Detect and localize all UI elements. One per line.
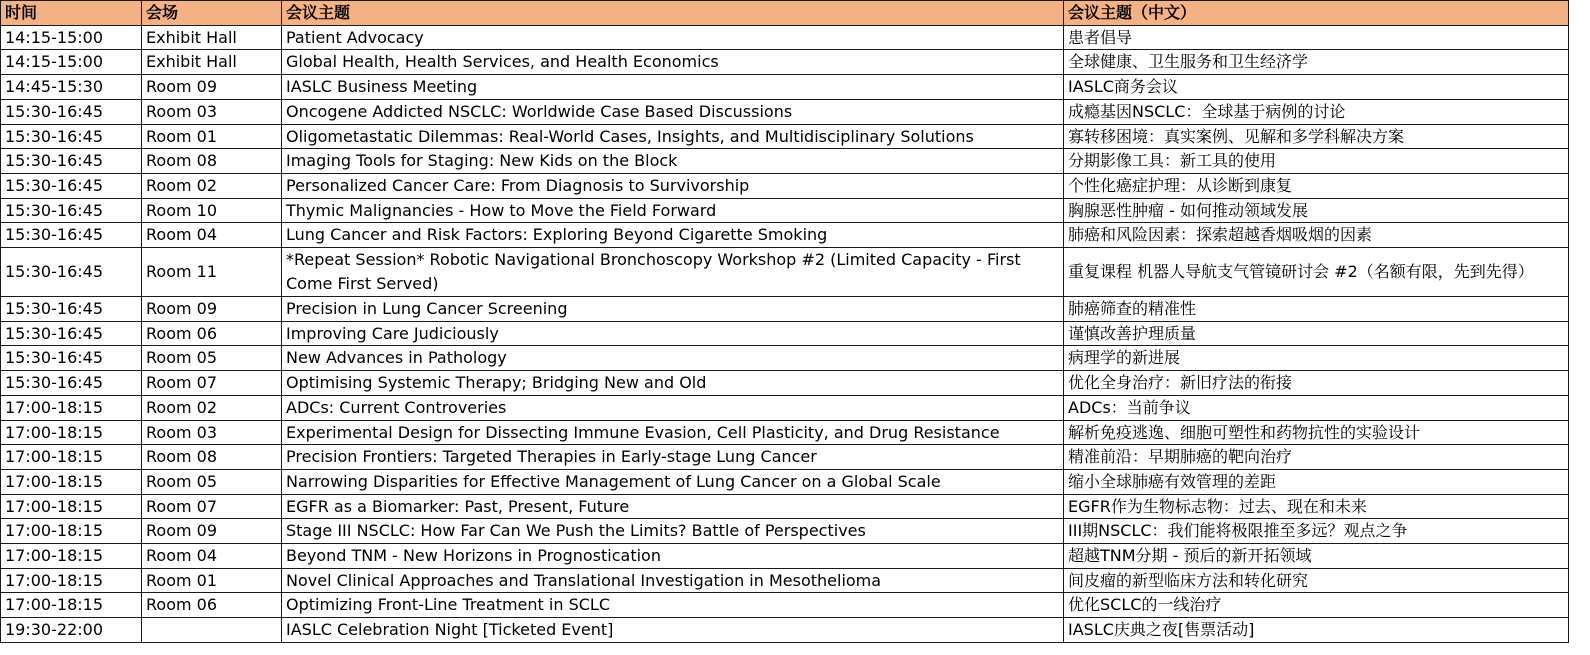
cell-time[interactable]: 15:30-16:45 [1, 149, 142, 174]
table-row [1, 568, 1569, 593]
cell-topic[interactable]: Experimental Design for Dissecting Immune Evasion, Cell Plasticity, and Drug Resistance [282, 420, 1064, 445]
cell-topic-cn[interactable]: 胸腺恶性肿瘤 - 如何推动领域发展 [1064, 198, 1569, 223]
cell-time[interactable]: 17:00-18:15 [1, 395, 142, 420]
cell-topic[interactable]: Personalized Cancer Care: From Diagnosis to Survivorship [282, 173, 1064, 198]
cell-topic[interactable]: Optimizing Front-Line Treatment in SCLC [282, 593, 1064, 618]
cell-room[interactable]: Room 09 [142, 297, 282, 322]
cell-room[interactable]: Room 08 [142, 445, 282, 470]
table-row [1, 173, 1569, 198]
cell-topic[interactable]: EGFR as a Biomarker: Past, Present, Future [282, 494, 1064, 519]
cell-time[interactable]: 17:00-18:15 [1, 445, 142, 470]
column-header-room[interactable]: 会场 [142, 1, 282, 26]
cell-topic[interactable]: Precision in Lung Cancer Screening [282, 297, 1064, 322]
cell-topic[interactable]: Oncogene Addicted NSCLC: Worldwide Case Based Discussions [282, 99, 1064, 124]
table-row [1, 544, 1569, 569]
cell-room[interactable]: Room 11 [142, 248, 282, 297]
cell-room[interactable]: Room 02 [142, 173, 282, 198]
cell-topic-cn[interactable]: 重复课程 机器人导航支气管镜研讨会 #2（名额有限，先到先得） [1064, 248, 1569, 297]
table-row [1, 469, 1569, 494]
table-row [1, 395, 1569, 420]
cell-topic-cn[interactable]: 优化SCLC的一线治疗 [1064, 593, 1569, 618]
cell-topic[interactable]: Thymic Malignancies - How to Move the Field Forward [282, 198, 1064, 223]
cell-time[interactable]: 15:30-16:45 [1, 173, 142, 198]
cell-topic-cn[interactable]: 全球健康、卫生服务和卫生经济学 [1064, 50, 1569, 75]
cell-room[interactable]: Exhibit Hall [142, 50, 282, 75]
cell-room[interactable]: Room 01 [142, 124, 282, 149]
column-header-topic[interactable]: 会议主题 [282, 1, 1064, 26]
cell-topic-cn[interactable]: 成瘾基因NSCLC：全球基于病例的讨论 [1064, 99, 1569, 124]
cell-topic-cn[interactable]: 患者倡导 [1064, 25, 1569, 50]
cell-topic-cn[interactable]: IASLC商务会议 [1064, 75, 1569, 100]
cell-time[interactable]: 15:30-16:45 [1, 198, 142, 223]
table-row [1, 445, 1569, 470]
cell-room[interactable]: Room 03 [142, 420, 282, 445]
header-row [1, 1, 1569, 26]
cell-topic[interactable]: Narrowing Disparities for Effective Management of Lung Cancer on a Global Scale [282, 469, 1064, 494]
cell-time[interactable]: 15:30-16:45 [1, 371, 142, 396]
cell-time[interactable]: 17:00-18:15 [1, 420, 142, 445]
cell-time[interactable]: 19:30-22:00 [1, 618, 142, 643]
table-row [1, 420, 1569, 445]
table-row [1, 198, 1569, 223]
cell-time[interactable]: 15:30-16:45 [1, 346, 142, 371]
cell-room[interactable]: Room 02 [142, 395, 282, 420]
cell-topic[interactable]: Optimising Systemic Therapy; Bridging New and Old [282, 371, 1064, 396]
table-row [1, 371, 1569, 396]
cell-topic-cn[interactable]: 解析免疫逃逸、细胞可塑性和药物抗性的实验设计 [1064, 420, 1569, 445]
table-row [1, 75, 1569, 100]
cell-topic[interactable]: IASLC Business Meeting [282, 75, 1064, 100]
cell-topic[interactable]: Patient Advocacy [282, 25, 1064, 50]
cell-room[interactable]: Exhibit Hall [142, 25, 282, 50]
cell-topic-cn[interactable]: 间皮瘤的新型临床方法和转化研究 [1064, 568, 1569, 593]
cell-time[interactable]: 15:30-16:45 [1, 297, 142, 322]
cell-time[interactable]: 15:30-16:45 [1, 248, 142, 297]
cell-topic[interactable]: Global Health, Health Services, and Health Economics [282, 50, 1064, 75]
cell-topic-cn[interactable]: 精准前沿：早期肺癌的靶向治疗 [1064, 445, 1569, 470]
cell-topic[interactable]: Oligometastatic Dilemmas: Real-World Cases, Insights, and Multidisciplinary Solutions [282, 124, 1064, 149]
cell-topic[interactable]: Stage III NSCLC: How Far Can We Push the Limits? Battle of Perspectives [282, 519, 1064, 544]
cell-room[interactable]: Room 10 [142, 198, 282, 223]
table-row [1, 223, 1569, 248]
cell-topic-cn[interactable]: ADCs：当前争议 [1064, 395, 1569, 420]
cell-room[interactable]: Room 05 [142, 346, 282, 371]
table-body [1, 25, 1569, 642]
cell-topic-cn[interactable]: EGFR作为生物标志物：过去、现在和未来 [1064, 494, 1569, 519]
table-row [1, 519, 1569, 544]
table-row [1, 346, 1569, 371]
cell-topic-cn[interactable]: 优化全身治疗：新旧疗法的衔接 [1064, 371, 1569, 396]
cell-room[interactable]: Room 08 [142, 149, 282, 174]
table-header [1, 1, 1569, 26]
cell-time[interactable]: 17:00-18:15 [1, 568, 142, 593]
cell-time[interactable]: 17:00-18:15 [1, 519, 142, 544]
cell-room[interactable]: Room 01 [142, 568, 282, 593]
cell-topic[interactable]: Beyond TNM - New Horizons in Prognostication [282, 544, 1064, 569]
cell-topic-cn[interactable]: 谨慎改善护理质量 [1064, 321, 1569, 346]
cell-time[interactable]: 17:00-18:15 [1, 544, 142, 569]
cell-time[interactable]: 17:00-18:15 [1, 593, 142, 618]
cell-topic-cn[interactable]: 超越TNM分期 - 预后的新开拓领域 [1064, 544, 1569, 569]
table-row [1, 321, 1569, 346]
cell-topic[interactable]: *Repeat Session* Robotic Navigational Bronchoscopy Workshop #2 (Limited Capacity - First Come First Served) [282, 248, 1064, 297]
cell-topic-cn[interactable]: 个性化癌症护理：从诊断到康复 [1064, 173, 1569, 198]
cell-topic-cn[interactable]: 缩小全球肺癌有效管理的差距 [1064, 469, 1569, 494]
table-row [1, 124, 1569, 149]
table-row [1, 618, 1569, 643]
cell-room[interactable]: Room 03 [142, 99, 282, 124]
table-row [1, 149, 1569, 174]
cell-room[interactable]: Room 07 [142, 371, 282, 396]
cell-room[interactable]: Room 07 [142, 494, 282, 519]
table-row [1, 248, 1569, 297]
cell-time[interactable]: 15:30-16:45 [1, 321, 142, 346]
cell-time[interactable]: 17:00-18:15 [1, 469, 142, 494]
cell-topic[interactable]: Precision Frontiers: Targeted Therapies in Early-stage Lung Cancer [282, 445, 1064, 470]
cell-time[interactable]: 14:15-15:00 [1, 25, 142, 50]
cell-room[interactable]: Room 04 [142, 223, 282, 248]
cell-room[interactable]: Room 09 [142, 519, 282, 544]
cell-time[interactable]: 14:15-15:00 [1, 50, 142, 75]
cell-topic[interactable]: Improving Care Judiciously [282, 321, 1064, 346]
cell-time[interactable]: 15:30-16:45 [1, 124, 142, 149]
cell-topic-cn[interactable]: 肺癌筛查的精准性 [1064, 297, 1569, 322]
cell-room[interactable]: Room 09 [142, 75, 282, 100]
cell-time[interactable]: 17:00-18:15 [1, 494, 142, 519]
cell-room[interactable]: Room 05 [142, 469, 282, 494]
cell-time[interactable]: 14:45-15:30 [1, 75, 142, 100]
table-row [1, 593, 1569, 618]
cell-topic-cn[interactable]: 分期影像工具：新工具的使用 [1064, 149, 1569, 174]
cell-time[interactable]: 15:30-16:45 [1, 99, 142, 124]
cell-topic[interactable]: Imaging Tools for Staging: New Kids on the Block [282, 149, 1064, 174]
cell-topic[interactable]: IASLC Celebration Night [Ticketed Event] [282, 618, 1064, 643]
table-row [1, 297, 1569, 322]
cell-topic-cn[interactable]: 寡转移困境：真实案例、见解和多学科解决方案 [1064, 124, 1569, 149]
cell-topic-cn[interactable]: 肺癌和风险因素：探索超越香烟吸烟的因素 [1064, 223, 1569, 248]
cell-topic-cn[interactable]: III期NSCLC：我们能将极限推至多远？观点之争 [1064, 519, 1569, 544]
cell-topic[interactable]: New Advances in Pathology [282, 346, 1064, 371]
cell-room[interactable]: Room 06 [142, 321, 282, 346]
cell-room[interactable] [142, 618, 282, 643]
cell-room[interactable]: Room 06 [142, 593, 282, 618]
cell-topic-cn[interactable]: IASLC庆典之夜[售票活动] [1064, 618, 1569, 643]
cell-topic[interactable]: Lung Cancer and Risk Factors: Exploring Beyond Cigarette Smoking [282, 223, 1064, 248]
cell-room[interactable]: Room 04 [142, 544, 282, 569]
table-row [1, 99, 1569, 124]
cell-time[interactable]: 15:30-16:45 [1, 223, 142, 248]
column-header-time[interactable]: 时间 [1, 1, 142, 26]
cell-topic[interactable]: Novel Clinical Approaches and Translational Investigation in Mesothelioma [282, 568, 1064, 593]
cell-topic[interactable]: ADCs: Current Controveries [282, 395, 1064, 420]
table-row [1, 25, 1569, 50]
table-row [1, 50, 1569, 75]
table-row [1, 494, 1569, 519]
column-header-topic-cn[interactable]: 会议主题（中文） [1064, 1, 1569, 26]
cell-topic-cn[interactable]: 病理学的新进展 [1064, 346, 1569, 371]
